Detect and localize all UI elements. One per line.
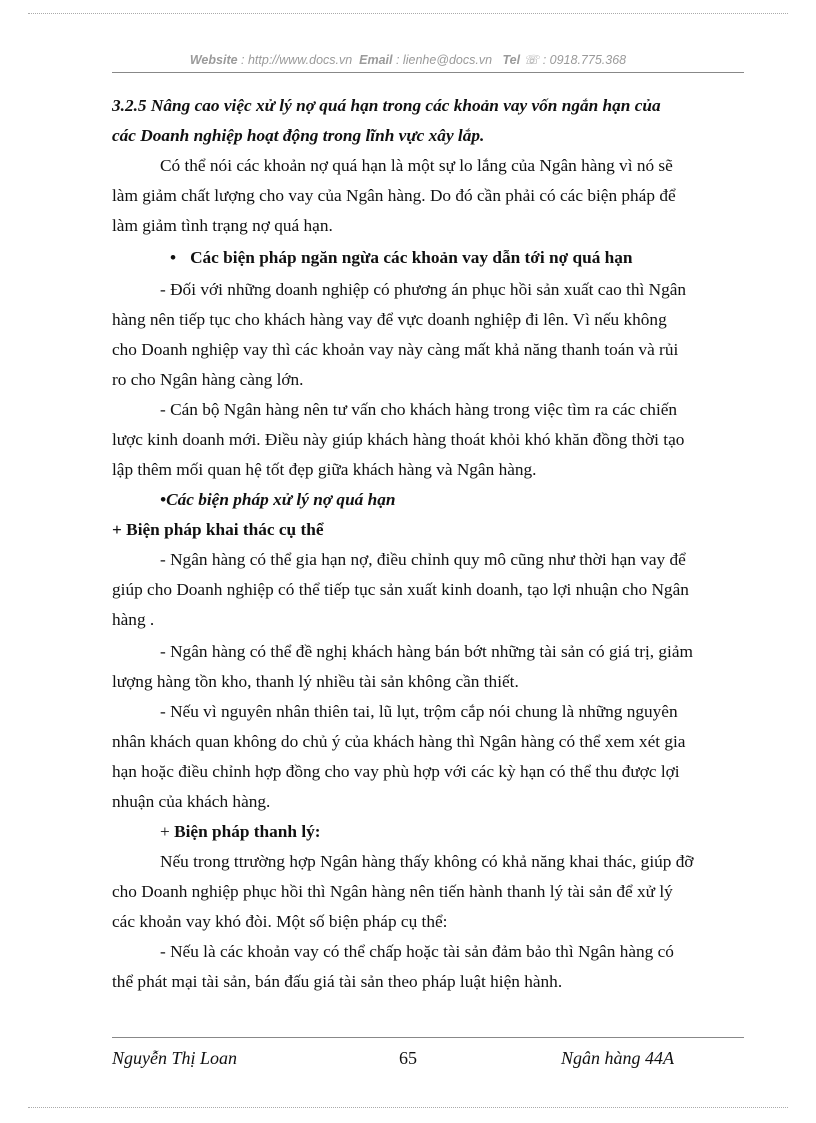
subheading-exploitation: + Biện pháp khai thác cụ thể xyxy=(112,520,324,539)
paragraph-line: lập thêm mối quan hệ tốt đẹp giữa khách hàng và Ngân hàng. xyxy=(112,460,537,479)
phone-icon: ☏ xyxy=(523,53,540,67)
email-value[interactable]: : lienhe@docs.vn xyxy=(392,53,493,67)
subheading-liquidation xyxy=(160,816,792,848)
bullet-heading-text: Các biện pháp xử lý nợ quá hạn xyxy=(166,490,396,509)
paragraph-line: cho Doanh nghiệp phục hồi thì Ngân hàng nên tiến hành thanh lý tài sản để xử lý xyxy=(112,882,673,901)
tel-label: Tel xyxy=(502,53,521,67)
paragraph-line: lượng hàng tồn kho, thanh lý nhiều tài sản không cần thiết. xyxy=(112,672,519,691)
bullet-heading-handling xyxy=(160,484,792,516)
page-number: 65 xyxy=(399,1048,417,1068)
paragraph-line: làm giảm tình trạng nợ quá hạn. xyxy=(112,216,333,235)
paragraph-line: ro cho Ngân hàng càng lớn. xyxy=(112,370,304,389)
section-title-line-1: 3.2.5 Nâng cao việc xử lý nợ quá hạn trong các khoản vay vốn ngắn hạn của xyxy=(112,96,661,115)
section-title-line-2: các Doanh nghiệp hoạt động trong lĩnh vực xây lắp. xyxy=(112,126,485,145)
paragraph-line: hàng . xyxy=(112,610,155,629)
paragraph-line: thể phát mại tài sản, bán đấu giá tài sản theo pháp luật hiện hành. xyxy=(112,972,563,991)
paragraph-line: các khoản vay khó đòi. Một số biện pháp cụ thể: xyxy=(112,912,448,931)
paragraph-line: nhuận của khách hàng. xyxy=(112,792,271,811)
paragraph-line: làm giảm chất lượng cho vay của Ngân hàng. Do đó cần phải có các biện pháp để xyxy=(112,186,676,205)
paragraph-line: hạn hoặc điều chỉnh hợp đồng cho vay phù hợp với các kỳ hạn có thể thu được lợi xyxy=(112,762,680,781)
paragraph-line: lược kinh doanh mới. Điều này giúp khách hàng thoát khỏi khó khăn đồng thời tạo xyxy=(112,430,685,449)
bullet-icon: • xyxy=(160,490,167,509)
paragraph-line: hàng nên tiếp tục cho khách hàng vay để vực doanh nghiệp đi lên. Vì nếu không xyxy=(112,310,667,329)
paragraph-line: Có thể nói các khoản nợ quá hạn là một sự lo lắng của Ngân hàng vì nó sẽ xyxy=(160,156,673,175)
bullet-heading-text: Các biện pháp ngăn ngừa các khoản vay dẫn tới nợ quá hạn xyxy=(190,248,633,267)
header-rule xyxy=(112,72,744,73)
bullet-icon: • xyxy=(170,248,177,267)
plus-marker: + xyxy=(160,822,175,841)
paragraph-line: giúp cho Doanh nghiệp có thể tiếp tục sản xuất kinh doanh, tạo lợi nhuận cho Ngân xyxy=(112,580,689,599)
footer-rule xyxy=(112,1037,744,1038)
subheading-liquidation-text: Biện pháp thanh lý: xyxy=(174,822,321,841)
website-value[interactable]: : http://www.docs.vn xyxy=(237,53,353,67)
bullet-heading-prevention xyxy=(170,242,802,274)
page-header xyxy=(0,52,816,67)
bottom-dotted-border xyxy=(28,1107,788,1108)
top-dotted-border xyxy=(28,13,788,14)
email-label: Email xyxy=(359,53,393,67)
paragraph-line: - Đối với những doanh nghiệp có phương án phục hồi sản xuất cao thì Ngân xyxy=(160,280,687,299)
paragraph-line: Nếu trong ttrường hợp Ngân hàng thấy không có khả năng khai thác, giúp đỡ xyxy=(160,852,694,871)
paragraph-line: - Cán bộ Ngân hàng nên tư vấn cho khách hàng trong việc tìm ra các chiến xyxy=(160,400,678,419)
paragraph-line: - Ngân hàng có thể gia hạn nợ, điều chỉnh quy mô cũng như thời hạn vay để xyxy=(160,550,686,569)
tel-value: : 0918.775.368 xyxy=(539,53,627,67)
paragraph-line: - Nếu là các khoản vay có thể chấp hoặc tài sản đảm bảo thì Ngân hàng có xyxy=(160,942,674,961)
footer-author: Nguyễn Thị Loan xyxy=(112,1048,238,1068)
footer-class-name: Ngân hàng 44A xyxy=(560,1048,674,1068)
paragraph-line: - Nếu vì nguyên nhân thiên tai, lũ lụt, trộm cắp nói chung là những nguyên xyxy=(160,702,678,721)
paragraph-line: - Ngân hàng có thể đề nghị khách hàng bán bớt những tài sản có giá trị, giảm xyxy=(160,642,693,661)
paragraph-line: nhân khách quan không do chủ ý của khách hàng thì Ngân hàng có thể xem xét gia xyxy=(112,732,686,751)
website-label: Website xyxy=(189,53,238,67)
paragraph-line: cho Doanh nghiệp vay thì các khoản vay này càng mất khả năng thanh toán và rủi xyxy=(112,340,679,359)
